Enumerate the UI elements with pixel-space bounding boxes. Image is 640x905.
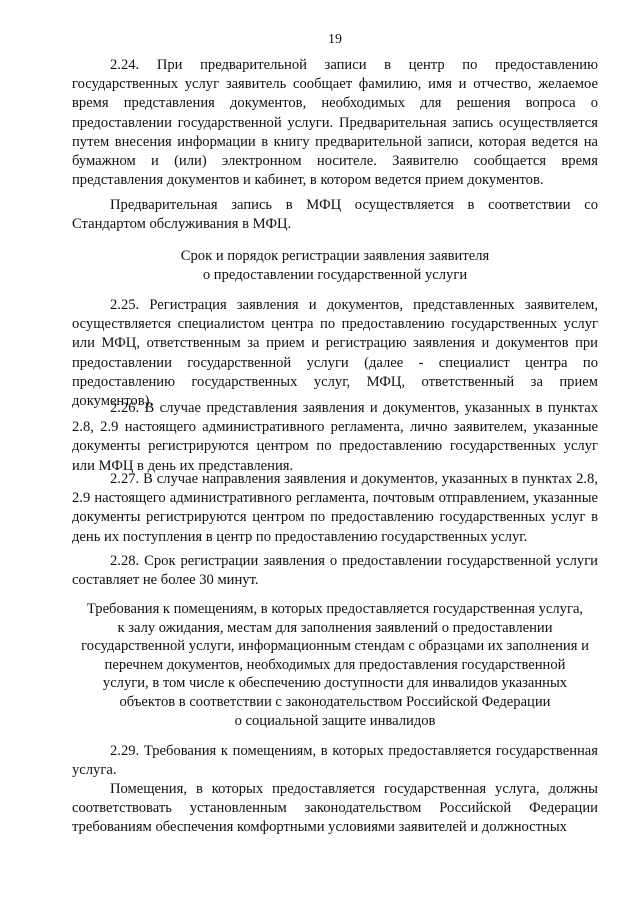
heading-line: перечнем документов, необходимых для предоставления государственной [104,656,566,673]
paragraph-2-24: 2.24. При предварительной записи в центр по предоставлению государственных услуг заявитель сообщает фамилию, имя и отчество, желаемое время представления документов, необходимых для решения вопроса о предоставлении государственной услуги. Предварительная запись осуществляется путем внесения информации в книгу предварительной записи, которая ведется на бумажном и (или) электронном носителе. Заявителю сообщается время представления документов и кабинет, в котором ведется прием документов. [72,57,598,189]
paragraph-premises-conditions: Помещения, в которых предоставляется государственная услуга, должны соответствовать установленным законодательством Российской Федерации требованиям обеспечения комфортными условиями заявителей и должностных [72,781,598,836]
paragraph-mfc-preliminary-record: Предварительная запись в МФЦ осуществляется в соответствии со Стандартом обслуживания в МФЦ. [72,197,598,233]
page-number: 19 [328,32,342,47]
heading-line: объектов в соответствии с законодательством Российской Федерации [119,693,551,710]
heading-line: о предоставлении государственной услуги [202,267,468,284]
heading-line: Срок и порядок регистрации заявления заявителя [180,248,490,264]
paragraph-2-26: 2.26. В случае представления заявления и документов, указанных в пунктах 2.8, 2.9 настоящего административного регламента, лично заявителем, указанные документы регистрируются центром по предоставлению государственных услуг или МФЦ в день их представления. [72,400,598,474]
paragraph-2-27: 2.27. В случае направления заявления и документов, указанных в пунктах 2.8, 2.9 настоящего административного регламента, почтовым отправлением, указанные документы регистрируются центром по предоставлению государственных услуг в день их поступления в центр по предоставлению государственных услуг. [72,471,598,545]
heading-line: услуги, в том числе к обеспечению доступности для инвалидов указанных [102,675,568,692]
document-page [72,0,598,905]
heading-line: государственной услуги, информационным стендам с образцами их заполнения и [81,638,589,655]
paragraph-2-25: 2.25. Регистрация заявления и документов, представленных заявителем, осуществляется специалистом центра по предоставлению государственных услуг или МФЦ, ответственным за прием и регистрацию заявления и документов при предоставлении государственной услуги (далее - специалист центра по предоставлению государственных услуг, МФЦ, ответственный за прием документов). [72,297,598,410]
paragraph-2-28: 2.28. Срок регистрации заявления о предоставлении государственной услуги составляет не более 30 минут. [72,553,598,589]
section-heading-premises-requirements [72,600,598,730]
section-heading-registration [72,247,598,285]
paragraph-2-29: 2.29. Требования к помещениям, в которых предоставляется государственная услуга. [72,743,598,779]
heading-line: о социальной защите инвалидов [234,712,436,729]
heading-line: к залу ожидания, местам для заполнения заявлений о предоставлении [117,619,553,636]
heading-line: Требования к помещениям, в которых предоставляется государственная услуга, [86,601,584,617]
